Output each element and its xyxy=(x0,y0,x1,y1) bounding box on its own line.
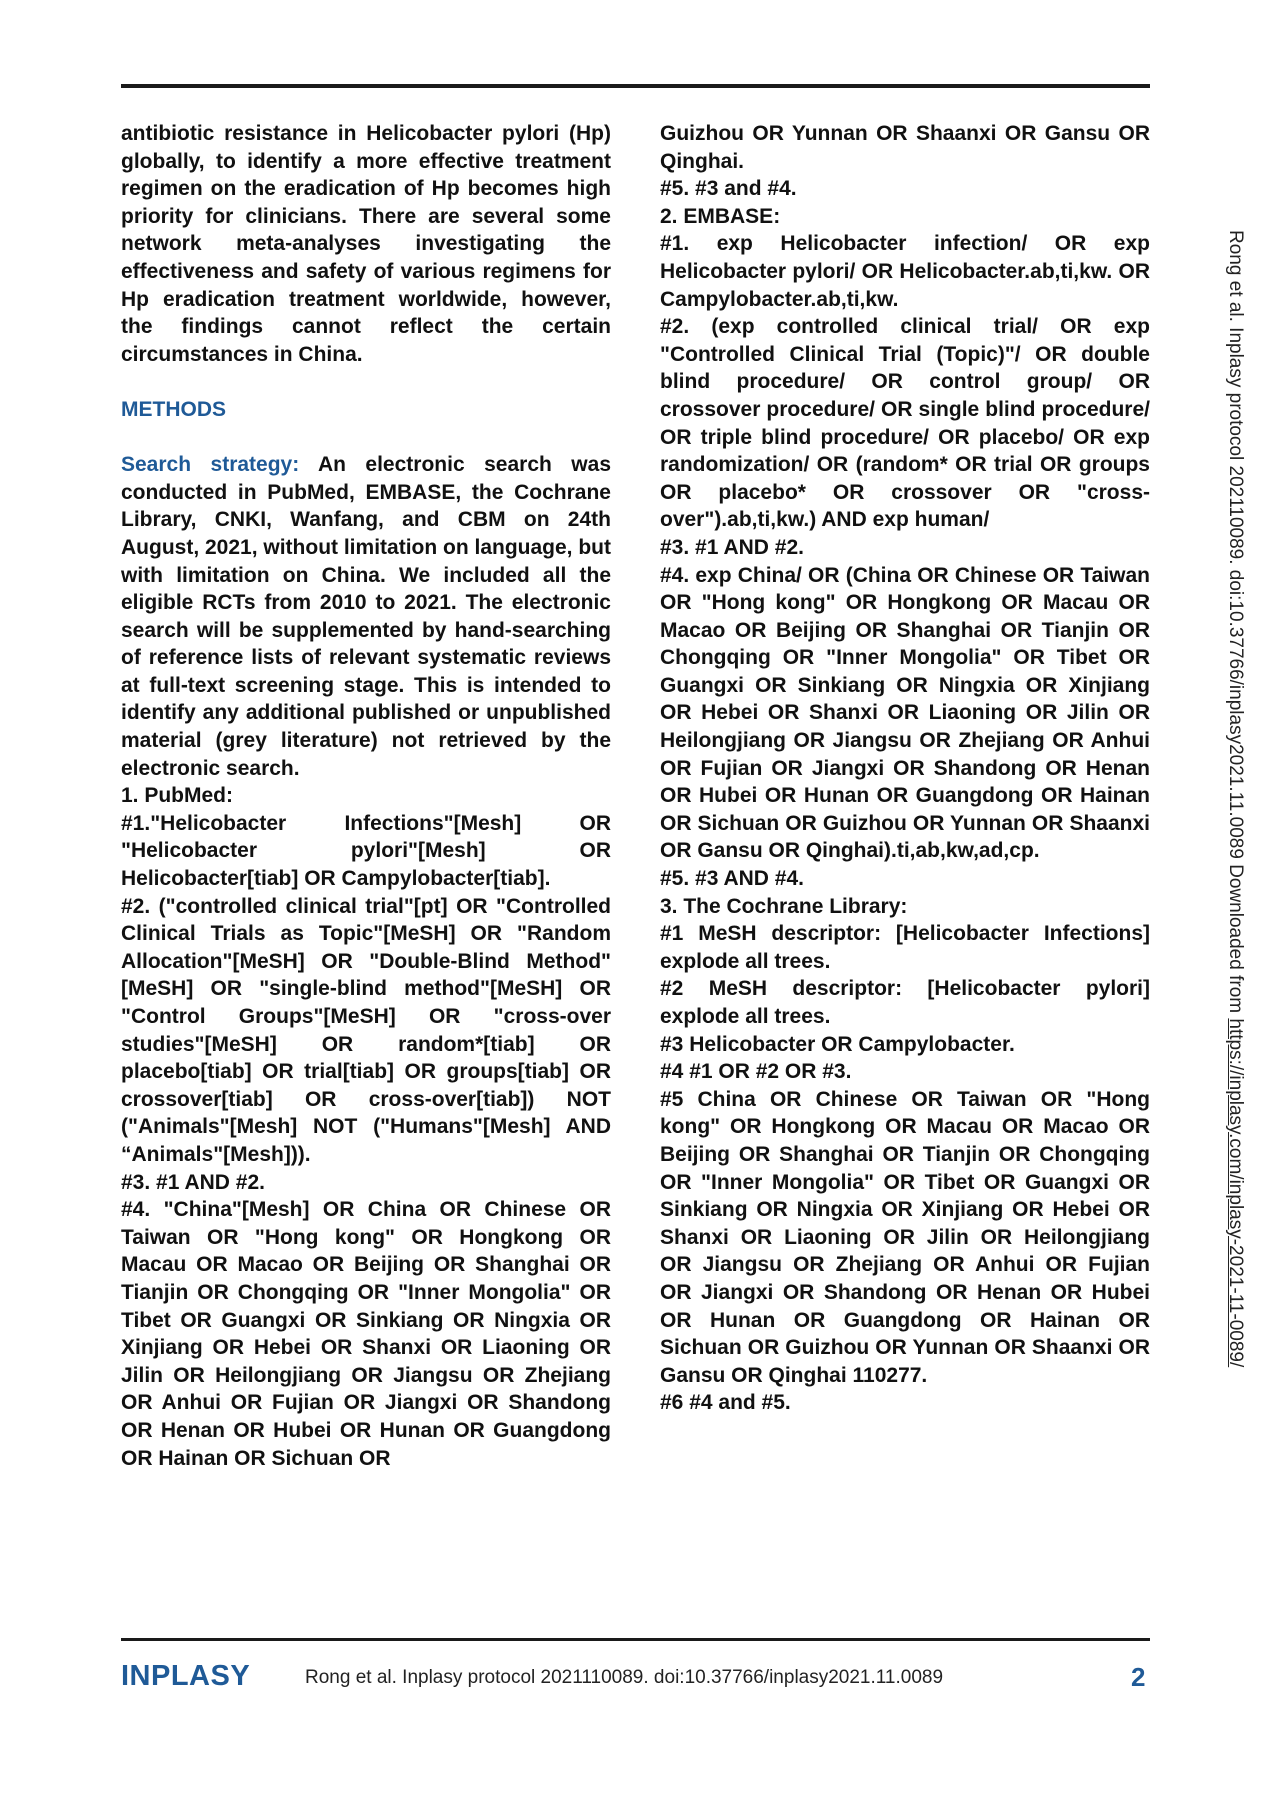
embase-heading: 2. EMBASE: xyxy=(660,204,781,228)
sidebar-citation-text: Rong et al. Inplasy protocol 202110089. doi:10.37766/inplasy2021.11.0089 Downloaded from xyxy=(1225,230,1246,1019)
page-number: 2 xyxy=(1131,1662,1146,1692)
footer-brand: INPLASY xyxy=(121,1660,251,1692)
embase-query-2: #2. (exp controlled clinical trial/ OR exp "Controlled Clinical Trial (Topic)"/ OR double blind procedure/ OR control group/ OR crossover procedure/ OR single blind procedure/ OR triple blind procedure/ OR placebo/ OR exp randomization/ OR (random* OR trial OR groups OR placebo* OR crossover OR "cross-over").ab,ti,kw.) AND exp human/ xyxy=(660,315,1150,532)
sidebar-citation xyxy=(1224,230,1246,1367)
embase-query-4: #4. exp China/ OR (China OR Chinese OR Taiwan OR "Hong kong" OR Hongkong OR Macau OR Macao OR Beijing OR Shanghai OR Tianjin OR Chongqing OR "Inner Mongolia" OR Tibet OR Guangxi OR Sinkiang OR Ningxia OR Xinjiang OR Hebei OR Shanxi OR Liaoning OR Jilin OR Heilongjiang OR Jiangsu OR Zhejiang OR Anhui OR Fujian OR Jiangxi OR Shandong OR Henan OR Hubei OR Hunan OR Guangdong OR Hainan OR Sichuan OR Guizhou OR Yunnan OR Shaanxi OR Gansu OR Qinghai).ti,ab,kw,ad,cp. xyxy=(660,563,1150,863)
intro-paragraph: antibiotic resistance in Helicobacter pylori (Hp) globally, to identify a more effective treatment regimen on the eradication of Hp becomes high priority for clinicians. There are several some network meta-analyses investigating the effectiveness and safety of various regimens for Hp eradication treatment worldwide, however, the findings cannot reflect the certain circumstances in China. xyxy=(121,122,611,366)
footer-citation: Rong et al. Inplasy protocol 2021110089. doi:10.37766/inplasy2021.11.0089 xyxy=(305,1667,944,1688)
embase-query-5: #5. #3 AND #4. xyxy=(660,867,804,891)
pubmed-query-3: #3. #1 AND #2. xyxy=(121,1170,265,1194)
cochrane-heading: 3. The Cochrane Library: xyxy=(660,894,908,918)
pubmed-heading: 1. PubMed: xyxy=(121,784,234,808)
search-strategy-paragraph xyxy=(121,451,611,782)
bottom-rule xyxy=(121,1638,1150,1641)
cochrane-query-4: #4 #1 OR #2 OR #3. xyxy=(660,1060,852,1084)
cochrane-query-3: #3 Helicobacter OR Campylobacter. xyxy=(660,1032,1015,1056)
search-strategy-text: An electronic search was conducted in PubMed, EMBASE, the Cochrane Library, CNKI, Wanfang, and CBM on 24th August, 2021, without limitation on language, but with limitation on China. We included all the eligible RCTs from 2010 to 2021. The electronic search will be supplemented by hand-searching of reference lists of relevant systematic reviews at full-text screening stage. This is intended to identify any additional published or unpublished material (grey literature) not retrieved by the electronic search. xyxy=(121,453,612,780)
embase-query-1: #1. exp Helicobacter infection/ OR exp Helicobacter pylori/ OR Helicobacter.ab,ti,kw. OR Campylobacter.ab,ti,kw. xyxy=(660,232,1150,311)
cochrane-query-2: #2 MeSH descriptor: [Helicobacter pylori] explode all trees. xyxy=(660,977,1150,1028)
pubmed-query-1: #1."Helicobacter Infections"[Mesh] OR "Helicobacter pylori"[Mesh] OR Helicobacter[tiab] OR Campylobacter[tiab]. xyxy=(121,811,611,891)
embase-query-3: #3. #1 AND #2. xyxy=(660,535,804,559)
top-rule xyxy=(121,84,1150,88)
cochrane-query-1: #1 MeSH descriptor: [Helicobacter Infections] explode all trees. xyxy=(660,922,1150,973)
pubmed-query-4-continued: Guizhou OR Yunnan OR Shaanxi OR Gansu OR Qinghai. xyxy=(660,122,1150,173)
right-column xyxy=(660,120,1150,1417)
search-strategy-label: Search strategy: xyxy=(121,453,300,477)
pubmed-query-2: #2. ("controlled clinical trial"[pt] OR "Controlled Clinical Trials as Topic"[MeSH] OR "Random Allocation"[MeSH] OR "Double-Blind Method"[MeSH] OR "single-blind method"[MeSH] OR "Control Groups"[MeSH] OR "cross-over studies"[MeSH] OR random*[tiab] OR placebo[tiab] OR trial[tiab] OR groups[tiab] OR crossover[tiab] OR cross-over[tiab]) NOT ("Animals"[Mesh] NOT ("Humans"[Mesh] AND “Animals"[Mesh])). xyxy=(121,894,611,1166)
pubmed-query-5: #5. #3 and #4. xyxy=(660,177,797,201)
cochrane-query-5: #5 China OR Chinese OR Taiwan OR "Hong kong" OR Hongkong OR Macau OR Macao OR Beijing OR Shanghai OR Tianjin OR Chongqing OR "Inner Mongolia" OR Tibet OR Guangxi OR Sinkiang OR Ningxia OR Xinjiang OR Hebei OR Shanxi OR Liaoning OR Jilin OR Heilongjiang OR Jiangsu OR Zhejiang OR Anhui OR Fujian OR Jiangxi OR Shandong OR Henan OR Hubei OR Hunan OR Guangdong OR Hainan OR Sichuan OR Guizhou OR Yunnan OR Shaanxi OR Gansu OR Qinghai 110277. xyxy=(660,1087,1150,1387)
pubmed-query-4: #4. "China"[Mesh] OR China OR Chinese OR Taiwan OR "Hong kong" OR Hongkong OR Macau OR Macao OR Beijing OR Shanghai OR Tianjin OR Chongqing OR "Inner Mongolia" OR Tibet OR Guangxi OR Sinkiang OR Ningxia OR Xinjiang OR Hebei OR Shanxi OR Liaoning OR Jilin OR Heilongjiang OR Jiangsu OR Zhejiang OR Anhui OR Fujian OR Jiangxi OR Shandong OR Henan OR Hubei OR Hunan OR Guangdong OR Hainan OR Sichuan OR xyxy=(121,1198,611,1470)
methods-heading: METHODS xyxy=(121,397,226,421)
left-column xyxy=(121,120,611,1472)
sidebar-download-link[interactable]: https://inplasy.com/inplasy-2021-11-0089/ xyxy=(1225,1018,1246,1368)
cochrane-query-6: #6 #4 and #5. xyxy=(660,1391,791,1415)
